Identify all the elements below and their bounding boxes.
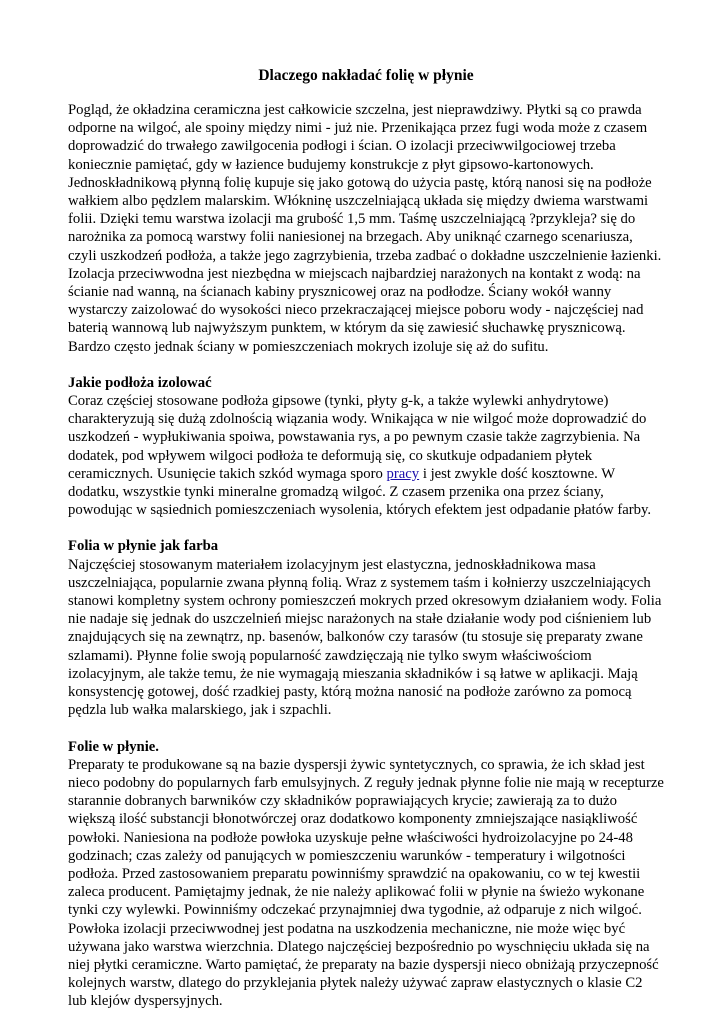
paragraph-text: Coraz częściej stosowane podłoża gipsowe (tynki, płyty g-k, a także wylewki anhydrytowe) charakteryzują się dużą zdolnością wiązania wody. Wnikająca w nie wilgoć może doprowadzić do uszkodzeń - wypłukiwania spoiwa, powstawania rys, a po pewnym czasie także zagrzybienia. Na dodatek, pod wpływem wilgoci podłoża te deformują się, co skutkuje odpadaniem płytek ceramicznych. Usunięcie takich szkód wymaga sporo	[68, 393, 647, 482]
section-paragraph	[68, 392, 664, 519]
document-page	[68, 66, 664, 1011]
section-liquid-foil-like-paint	[68, 537, 664, 719]
pracy-link[interactable]: pracy	[386, 465, 420, 482]
section-liquid-foils	[68, 738, 664, 1011]
section-heading: Folia w płynie jak farba	[68, 538, 219, 555]
intro-paragraph: Pogląd, że okładzina ceramiczna jest całkowicie szczelna, jest nieprawdziwy. Płytki są co prawda odporne na wilgoć, ale spoiny między nimi - już nie. Przenikająca przez fugi woda może z czasem doprowadzić do trwałego zawilgocenia podłogi i ścian. O izolacji przeciwwilgociowej trzeba koniecznie pamiętać, gdy w łazience budujemy konstrukcje z płyt gipsowo-kartonowych. Jednoskładnikową płynną folię kupuje się jako gotową do użycia pastę, którą nanosi się na podłoże wałkiem albo pędzlem malarskim. Włókninę uszczelniającą układa się między dwiema warstwami folii. Dzięki temu warstwa izolacji ma grubość 1,5 mm. Taśmę uszczelniającą ?przykleja? się do narożnika za pomocą warstwy folii naniesionej na brzegach. Aby uniknąć czarnego scenariusza, czyli uszkodzeń podłoża, a także jego zagrzybienia, trzeba zadbać o dokładne uszczelnienie łazienki. Izolacja przeciwwodna jest niezbędna w miejscach najbardziej narażonych na kontakt z wodą: na ścianie nad wanną, na ścianach kabiny prysznicowej oraz na podłodze. Ściany wokół wanny wystarczy zaizolować do wysokości nieco przekraczającej miejsce poboru wody - najczęściej nad baterią wannową lub najwyższym punktem, w którym da się zawiesić słuchawkę prysznicową. Bardzo często jednak ściany w pomieszczeniach mokrych izoluje się aż do sufitu.	[68, 102, 662, 355]
section-heading: Jakie podłoża izolować	[68, 374, 212, 391]
section-paragraph: Preparaty te produkowane są na bazie dyspersji żywic syntetycznych, co sprawia, że ich skład jest nieco podobny do popularnych farb emulsyjnych. Z reguły jednak płynne folie nie mają w recepturze starannie dobranych barwników czy składników poprawiających krycie; zawierają za to dużo większą ilość substancji błonotwórczej oraz dodatkowo komponenty zmniejszające nasiąkliwość powłoki. Naniesiona na podłoże powłoka uzyskuje pełne właściwości hydroizolacyjne po 24-48 godzinach; czas zależy od panujących w pomieszczeniu warunków - temperatury i wilgotności podłoża. Przed zastosowaniem preparatu powinniśmy sprawdzić na opakowaniu, co w tej kwestii zaleca producent. Pamiętajmy jednak, że nie należy aplikować folii w płynie na świeżo wykonane tynki czy wylewki. Powinniśmy odczekać przynajmniej dwa tygodnie, aż odparuje z nich wilgoć. Powłoka izolacji przeciwwodnej jest podatna na uszkodzenia mechaniczne, nie może więc być używana jako warstwa wierzchnia. Dlatego najczęściej bezpośrednio po wyschnięciu układa się na niej płytki ceramiczne. Warto pamiętać, że preparaty na bazie dyspersji nieco obniżają przyczepność kolejnych warstw, dlatego do przyklejania płytek należy używać zapraw elastycznych o klasie C2 lub klejów dyspersyjnych.	[68, 756, 664, 1010]
paragraph-text: i jest zwykle dość kosztowne. W dodatku, wszystkie tynki mineralne gromadzą wilgoć. Z czasem przenika ona przez ściany, powodując w sąsiednich pomieszczeniach wysolenia, których efektem jest odpadanie płatów farby.	[68, 465, 652, 519]
section-substrates	[68, 374, 664, 520]
section-heading: Folie w płynie.	[68, 738, 159, 755]
page-title: Dlaczego nakładać folię w płynie	[258, 67, 474, 84]
section-paragraph: Najczęściej stosowanym materiałem izolacyjnym jest elastyczna, jednoskładnikowa masa uszczelniająca, popularnie zwana płynną folią. Wraz z systemem taśm i kołnierzy uszczelniających stanowi kompletny system ochrony pomieszczeń mokrych przed okresowym działaniem wody. Folia nie nadaje się jednak do uszczelnień miejsc narażonych na stałe działanie wody pod ciśnieniem lub znajdujących się na zewnątrz, np. basenów, balkonów czy tarasów (tu stosuje się preparaty zwane szlamami). Płynne folie swoją popularność zawdzięczają nie tylko swym właściwościom izolacyjnym, ale także temu, że nie wymagają mieszania składników i są łatwe w aplikacji. Mają konsystencję gotowej, dość rzadkiej pasty, którą można nanosić na podłoże zarówno za pomocą pędzla lub wałka malarskiego, jak i szpachli.	[68, 556, 662, 719]
